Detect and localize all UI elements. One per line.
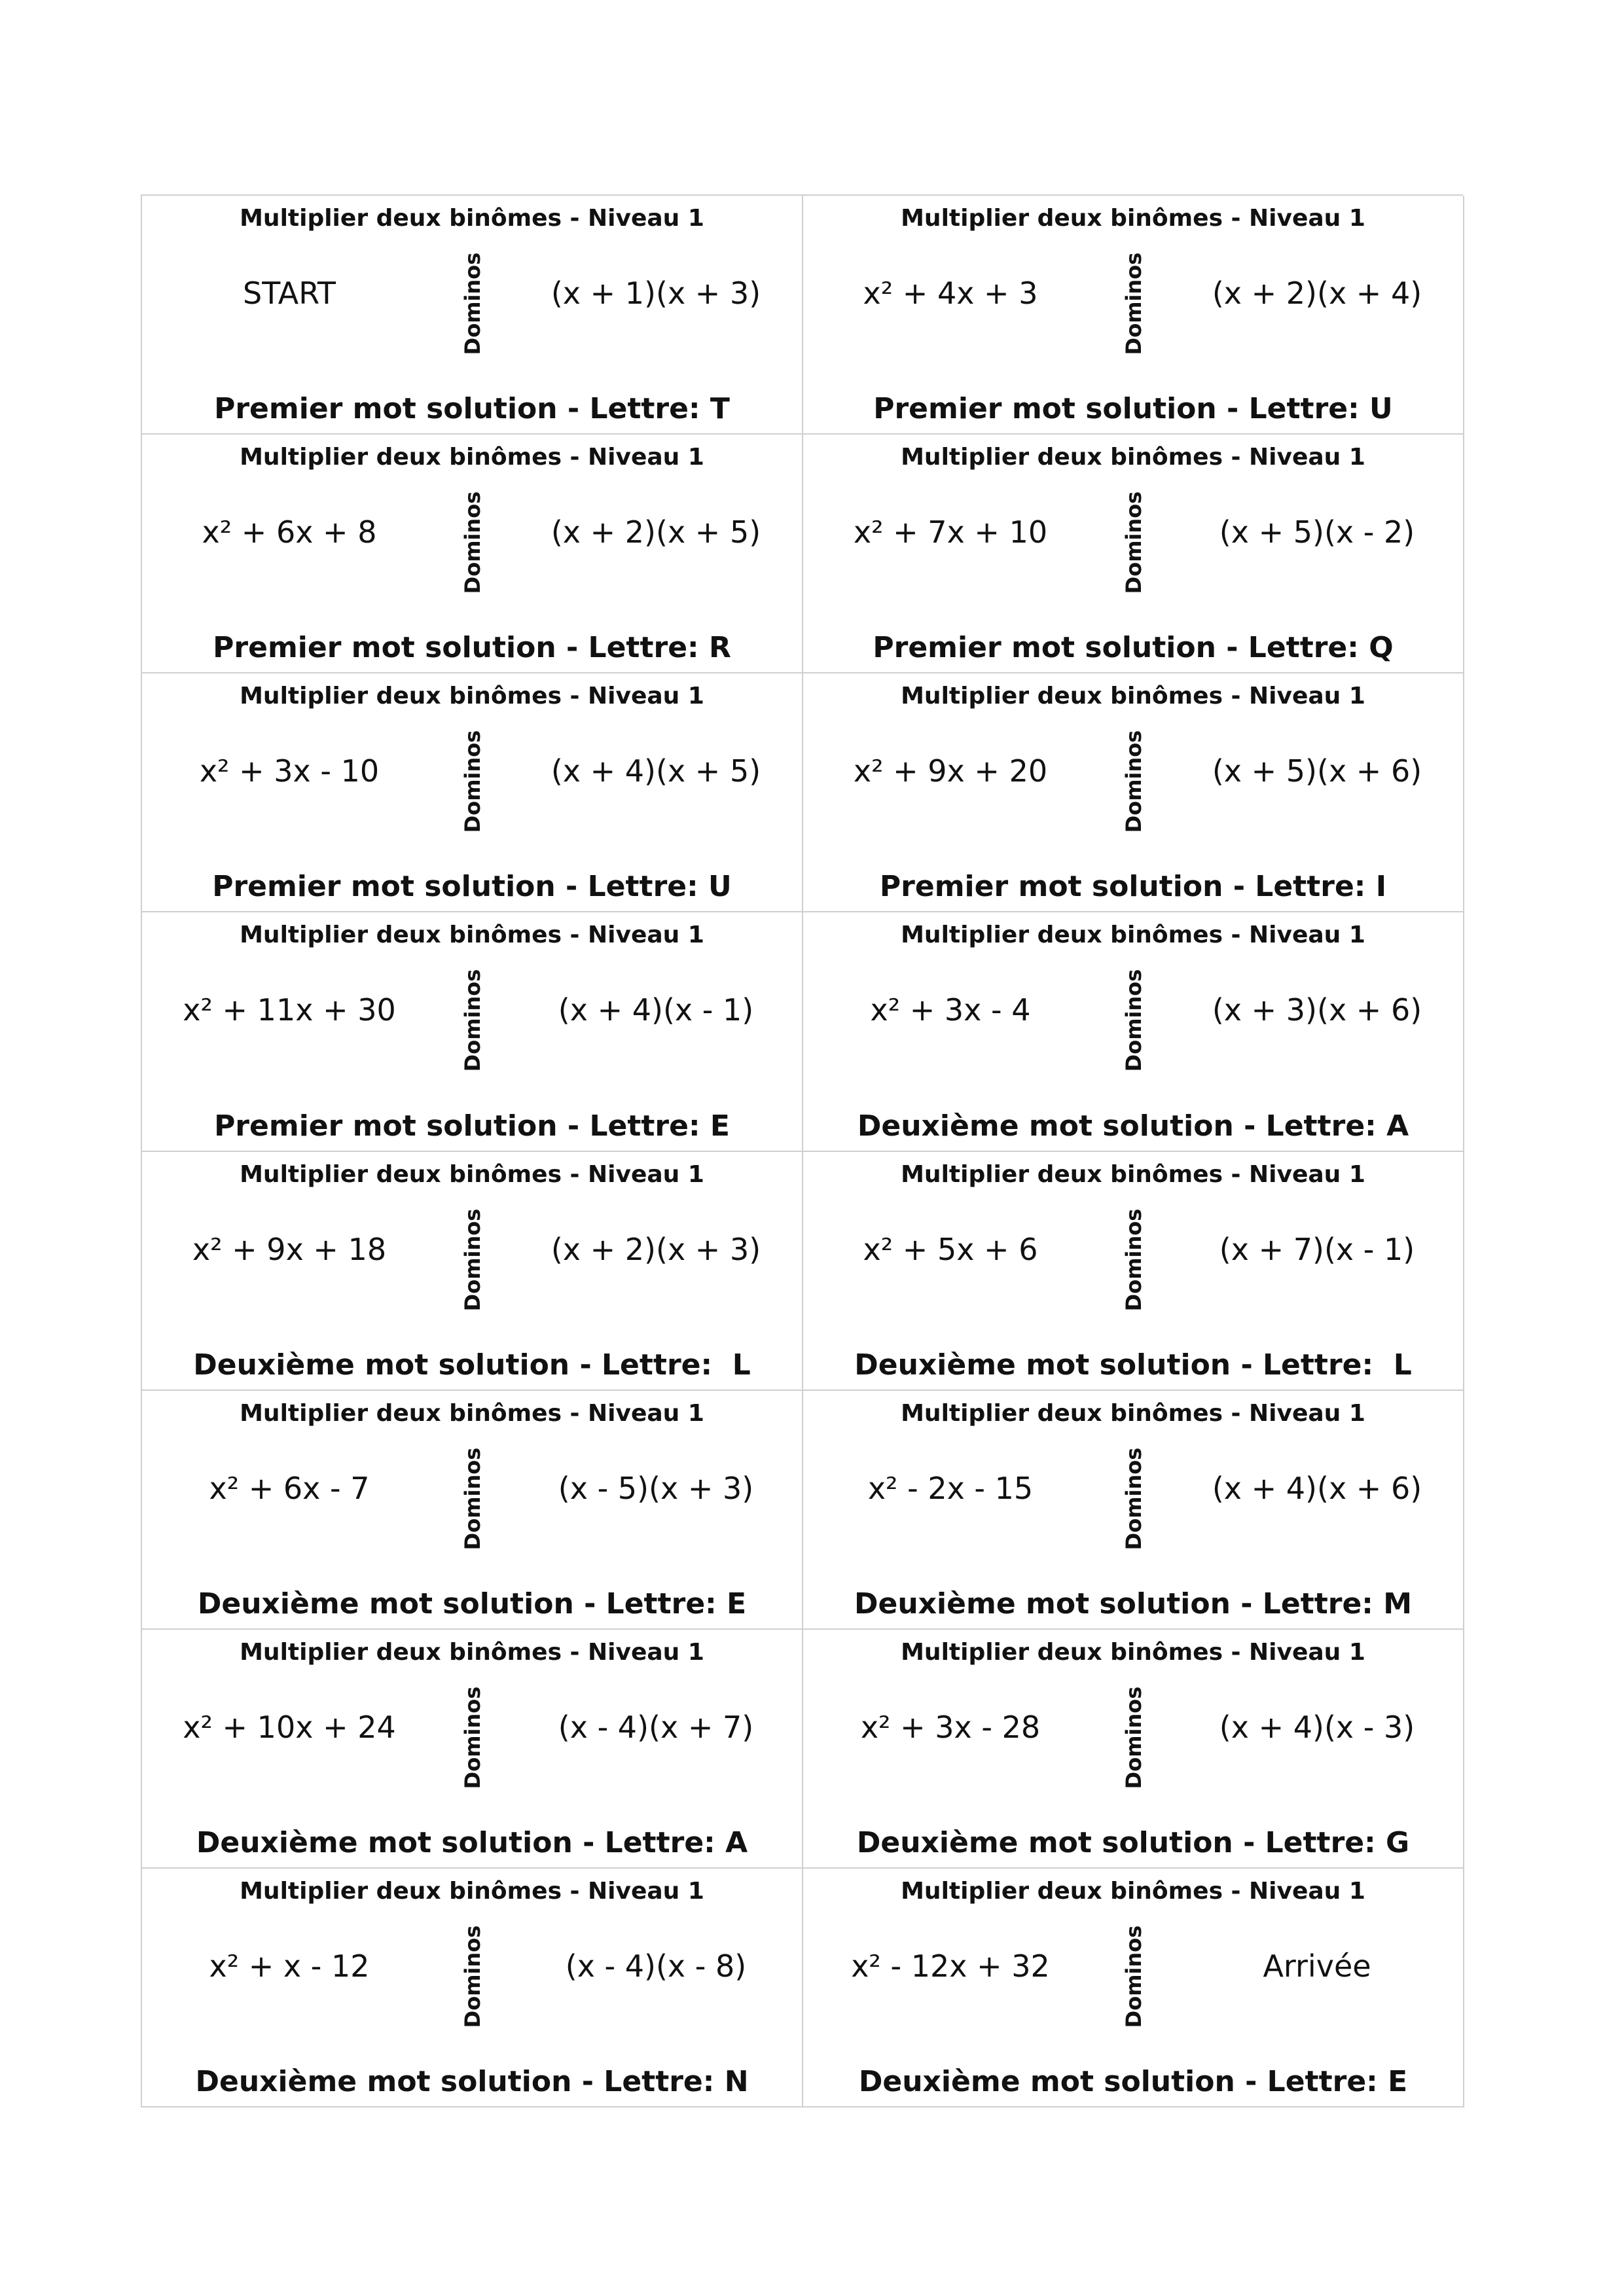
card-title: Multiplier deux binômes - Niveau 1 — [901, 444, 1365, 471]
domino-card — [803, 1630, 1464, 1869]
card-footer: Premier mot solution - Lettre: T — [214, 392, 730, 426]
card-left-expression: x² + 3x - 4 — [870, 992, 1031, 1028]
domino-card — [803, 1152, 1464, 1391]
card-right-expression: (x + 2)(x + 3) — [550, 1231, 761, 1267]
card-right-expression: (x + 4)(x - 3) — [1219, 1709, 1415, 1745]
card-side-label: Dominos — [1121, 1208, 1146, 1311]
card-left-expression: x² + 9x + 20 — [853, 753, 1048, 789]
card-footer: Deuxième mot solution - Lettre: M — [854, 1587, 1412, 1621]
card-right-expression: (x - 4)(x + 7) — [558, 1709, 754, 1745]
card-title: Multiplier deux binômes - Niveau 1 — [901, 205, 1365, 232]
card-left-expression: START — [243, 276, 336, 311]
card-side-label: Dominos — [1121, 252, 1146, 355]
card-right-expression: (x + 7)(x - 1) — [1219, 1231, 1415, 1267]
domino-card — [803, 673, 1464, 912]
card-footer: Deuxième mot solution - Lettre: E — [197, 1587, 747, 1621]
card-footer: Premier mot solution - Lettre: E — [214, 1109, 730, 1143]
card-title: Multiplier deux binômes - Niveau 1 — [240, 1160, 704, 1188]
card-left-expression: x² + 6x - 7 — [209, 1470, 370, 1506]
card-title: Multiplier deux binômes - Niveau 1 — [240, 922, 704, 949]
card-footer: Premier mot solution - Lettre: R — [213, 631, 731, 665]
domino-card-sheet — [141, 194, 1463, 2108]
card-side-label: Dominos — [460, 1925, 485, 2028]
card-left-expression: x² + 5x + 6 — [863, 1231, 1038, 1267]
card-side-label: Dominos — [460, 491, 485, 594]
card-left-expression: x² - 2x - 15 — [867, 1470, 1034, 1506]
domino-card — [142, 435, 803, 673]
card-footer: Deuxième mot solution - Lettre: G — [856, 1825, 1410, 1859]
domino-card — [803, 435, 1464, 673]
card-right-expression: Arrivée — [1263, 1948, 1371, 1984]
domino-card — [142, 1152, 803, 1391]
card-title: Multiplier deux binômes - Niveau 1 — [901, 1877, 1365, 1905]
card-left-expression: x² - 12x + 32 — [851, 1948, 1050, 1984]
card-right-expression: (x + 1)(x + 3) — [550, 276, 761, 311]
domino-card — [142, 1630, 803, 1869]
domino-card — [142, 1869, 803, 2108]
domino-card — [803, 1391, 1464, 1630]
card-footer: Deuxième mot solution - Lettre: L — [854, 1348, 1412, 1382]
card-footer: Deuxième mot solution - Lettre: N — [195, 2065, 749, 2098]
card-left-expression: x² + 6x + 8 — [202, 514, 377, 550]
card-right-expression: (x + 3)(x + 6) — [1212, 992, 1422, 1028]
card-left-expression: x² + 11x + 30 — [183, 992, 396, 1028]
card-left-expression: x² + 3x - 28 — [860, 1709, 1041, 1745]
card-side-label: Dominos — [1121, 1686, 1146, 1789]
card-side-label: Dominos — [460, 730, 485, 833]
card-footer: Premier mot solution - Lettre: U — [212, 870, 732, 904]
card-right-expression: (x + 5)(x + 6) — [1212, 753, 1422, 789]
card-left-expression: x² + 7x + 10 — [853, 514, 1048, 550]
card-side-label: Dominos — [1121, 491, 1146, 594]
card-side-label: Dominos — [460, 1686, 485, 1789]
card-left-expression: x² + 10x + 24 — [183, 1709, 396, 1745]
card-side-label: Dominos — [1121, 1925, 1146, 2028]
card-right-expression: (x + 2)(x + 5) — [550, 514, 761, 550]
domino-card — [803, 912, 1464, 1151]
domino-card — [803, 1869, 1464, 2108]
card-right-expression: (x + 4)(x - 1) — [558, 992, 754, 1028]
card-right-expression: (x + 2)(x + 4) — [1212, 276, 1422, 311]
card-right-expression: (x + 4)(x + 6) — [1212, 1470, 1422, 1506]
card-footer: Deuxième mot solution - Lettre: E — [858, 2065, 1408, 2098]
card-title: Multiplier deux binômes - Niveau 1 — [240, 444, 704, 471]
card-footer: Deuxième mot solution - Lettre: A — [857, 1109, 1409, 1143]
card-left-expression: x² + 9x + 18 — [192, 1231, 387, 1267]
card-footer: Deuxième mot solution - Lettre: A — [196, 1825, 748, 1859]
card-footer: Premier mot solution - Lettre: Q — [873, 631, 1394, 665]
card-right-expression: (x - 5)(x + 3) — [558, 1470, 754, 1506]
card-side-label: Dominos — [460, 1447, 485, 1550]
card-side-label: Dominos — [460, 252, 485, 355]
card-title: Multiplier deux binômes - Niveau 1 — [240, 1638, 704, 1666]
domino-card — [803, 196, 1464, 435]
card-left-expression: x² + 3x - 10 — [199, 753, 380, 789]
card-title: Multiplier deux binômes - Niveau 1 — [901, 922, 1365, 949]
card-right-expression: (x + 4)(x + 5) — [550, 753, 761, 789]
card-right-expression: (x + 5)(x - 2) — [1219, 514, 1415, 550]
domino-card — [142, 912, 803, 1151]
card-title: Multiplier deux binômes - Niveau 1 — [901, 1160, 1365, 1188]
card-title: Multiplier deux binômes - Niveau 1 — [240, 683, 704, 710]
card-right-expression: (x - 4)(x - 8) — [565, 1948, 747, 1984]
domino-card — [142, 196, 803, 435]
card-title: Multiplier deux binômes - Niveau 1 — [240, 1399, 704, 1427]
card-side-label: Dominos — [1121, 1447, 1146, 1550]
domino-card — [142, 673, 803, 912]
card-title: Multiplier deux binômes - Niveau 1 — [901, 1638, 1365, 1666]
card-title: Multiplier deux binômes - Niveau 1 — [240, 1877, 704, 1905]
card-footer: Premier mot solution - Lettre: U — [873, 392, 1393, 426]
card-title: Multiplier deux binômes - Niveau 1 — [901, 1399, 1365, 1427]
card-footer: Premier mot solution - Lettre: I — [879, 870, 1387, 904]
card-title: Multiplier deux binômes - Niveau 1 — [901, 683, 1365, 710]
card-side-label: Dominos — [1121, 969, 1146, 1072]
card-side-label: Dominos — [1121, 730, 1146, 833]
card-side-label: Dominos — [460, 1208, 485, 1311]
card-side-label: Dominos — [460, 969, 485, 1072]
card-left-expression: x² + 4x + 3 — [863, 276, 1038, 311]
domino-card — [142, 1391, 803, 1630]
card-footer: Deuxième mot solution - Lettre: L — [193, 1348, 751, 1382]
card-left-expression: x² + x - 12 — [209, 1948, 370, 1984]
card-title: Multiplier deux binômes - Niveau 1 — [240, 205, 704, 232]
